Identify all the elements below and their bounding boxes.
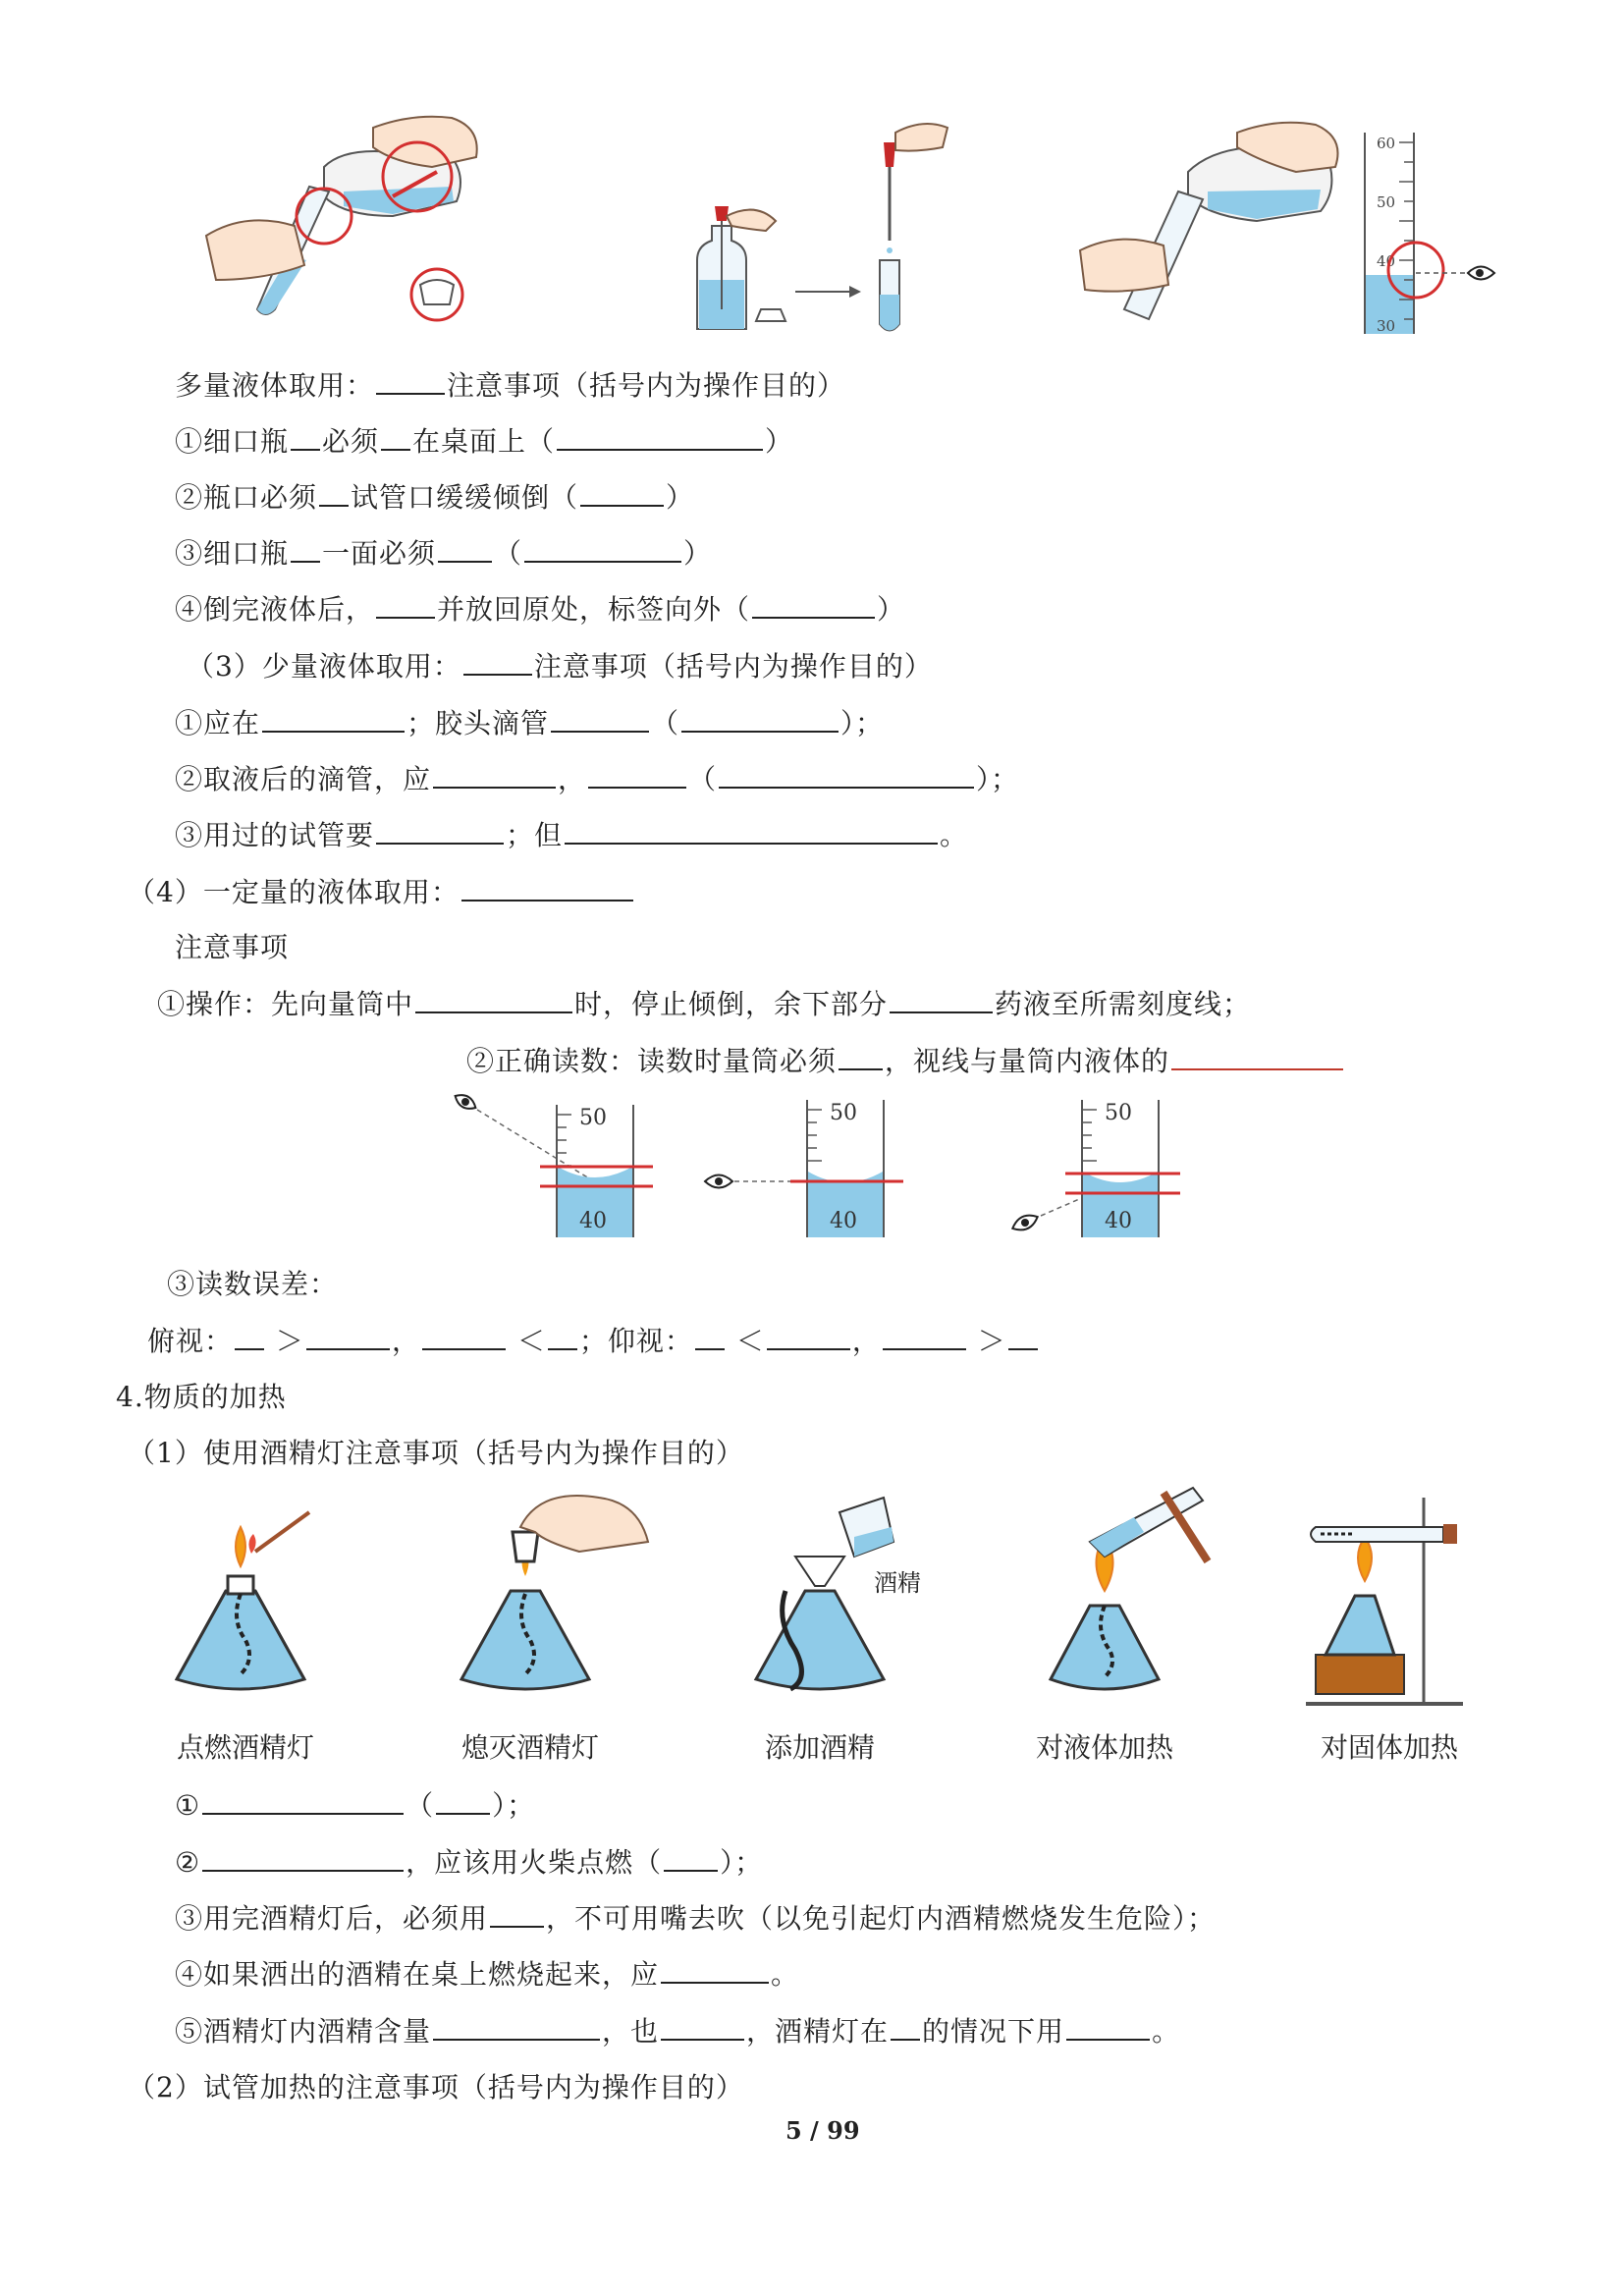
reading-50: 50 xyxy=(1105,1101,1132,1125)
illustration-measuring-cylinder xyxy=(1070,113,1502,349)
reading-50: 50 xyxy=(579,1106,607,1130)
reading-50: 50 xyxy=(830,1101,857,1125)
lamp-rule-5: ⑤酒精灯内酒精含量 ，也 ，酒精灯在 的情况下用 。 xyxy=(175,2011,1180,2051)
reading-40: 40 xyxy=(1105,1209,1132,1233)
caption-heat-liquid: 对液体加热 xyxy=(1035,1731,1173,1764)
tick-40: 40 xyxy=(1377,252,1396,270)
caption-extinguish-lamp: 熄灭酒精灯 xyxy=(460,1731,599,1764)
line-item-1: ①细口瓶 必须 在桌面上（ ） xyxy=(175,421,793,462)
line-large-liquid: 多量液体取用： 注意事项（括号内为操作目的） xyxy=(175,365,845,406)
line-notes-heading: 注意事项 xyxy=(175,931,290,963)
line-view-comparison: 俯视： ＞ ， ＜ ；仰视： ＜ ， ＞ xyxy=(147,1321,1040,1361)
alcohol-lamp-illustrations xyxy=(147,1483,1502,1719)
line-alcohol-lamp-heading: （1）使用酒精灯注意事项（括号内为操作目的） xyxy=(128,1437,744,1469)
illustration-dropper xyxy=(677,113,972,339)
lamp-lighting xyxy=(177,1512,309,1689)
diagram-bottom-view xyxy=(1010,1100,1180,1237)
reading-40: 40 xyxy=(579,1209,607,1233)
lamp-heating-liquid xyxy=(1051,1488,1208,1689)
line-test-tube-heating-heading: （2）试管加热的注意事项（括号内为操作目的） xyxy=(128,2071,744,2104)
diagram-level-view xyxy=(705,1100,903,1237)
line-small-item-3: ③用过的试管要 ；但 。 xyxy=(175,815,968,855)
reading-diagrams xyxy=(442,1090,1208,1247)
illustration-pouring-liquid xyxy=(196,108,491,334)
lamp-rule-3: ③用完酒精灯后，必须用 ，不可用嘴去吹（以免引起灯内酒精燃烧发生危险）； xyxy=(175,1898,1216,1939)
reading-40: 40 xyxy=(830,1209,857,1233)
tick-30: 30 xyxy=(1377,317,1396,335)
tick-50: 50 xyxy=(1377,193,1396,211)
lamp-rule-1: ① （ ）； xyxy=(175,1785,535,1826)
line-small-liquid: （3）少量液体取用： 注意事项（括号内为操作目的） xyxy=(187,646,933,686)
line-operation: ①操作：先向量筒中 时，停止倾倒，余下部分 药液至所需刻度线； xyxy=(157,984,1251,1024)
lamp-adding-alcohol xyxy=(756,1498,921,1689)
caption-add-alcohol: 添加酒精 xyxy=(764,1731,875,1764)
section-heating: 4.物质的加热 xyxy=(116,1381,287,1413)
line-item-4: ④倒完液体后， 并放回原处，标签向外（ ） xyxy=(175,589,905,629)
lamp-rule-2: ② ，应该用火柴点燃（ ）； xyxy=(175,1842,763,1883)
line-small-item-1: ①应在 ；胶头滴管 （ ）； xyxy=(175,703,884,743)
lamp-heating-solid xyxy=(1306,1498,1463,1704)
tick-60: 60 xyxy=(1377,135,1396,152)
diagram-top-view xyxy=(453,1091,653,1237)
line-item-3: ③细口瓶 一面必须 （ ） xyxy=(175,533,712,574)
page-number: 5 / 99 xyxy=(785,2116,860,2145)
caption-light-lamp: 点燃酒精灯 xyxy=(176,1731,314,1764)
alcohol-label: 酒精 xyxy=(874,1569,921,1597)
line-correct-reading: ②正确读数：读数时量筒必须 ，视线与量筒内液体的 xyxy=(466,1041,1345,1081)
caption-heat-solid: 对固体加热 xyxy=(1320,1731,1458,1764)
lamp-rule-4: ④如果洒出的酒精在桌上燃烧起来，应 。 xyxy=(175,1954,799,1994)
line-reading-error: ③读数误差： xyxy=(167,1268,339,1300)
line-fixed-liquid: （4）一定量的液体取用： xyxy=(128,872,635,912)
lamp-extinguishing xyxy=(461,1496,648,1689)
line-item-2: ②瓶口必须 试管口缓缓倾倒（ ） xyxy=(175,477,694,518)
line-small-item-2: ②取液后的滴管，应 ， （ ）； xyxy=(175,759,1019,799)
